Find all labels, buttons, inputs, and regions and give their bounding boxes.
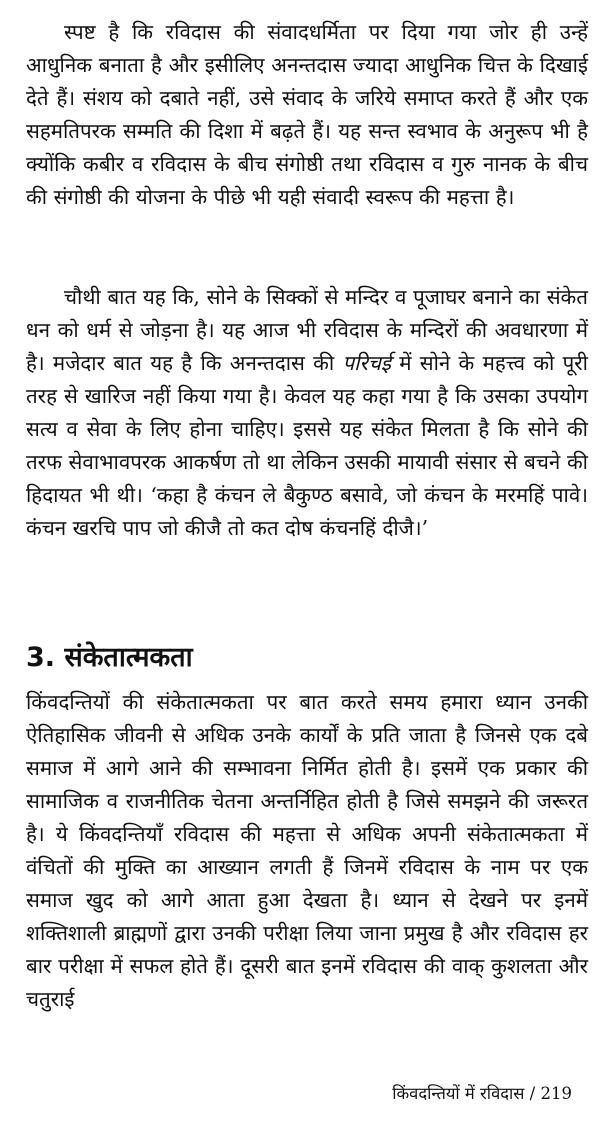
paragraph-text-after-italic: में सोने के महत्त्व को पूरी तरह से खारिज नहीं किया गया है। केवल यह कहा गया है कि उसका उपयोग सत्य व सेवा के लिए होना चाहिए। इससे यह संकेत मिलता है कि सोने की तरफ सेवाभावपरक आकर्षण तो था लेकिन उसकी मायावी संसार से बचने की हिदायत भी थी। ‘कहा है कंचन ले बैकुण्ठ बसावे, जो कंचन के मरमहिं पावे। कंचन खरचि पाप जो कीजै तो कत दोष कंचनहिं दीजै।’ xyxy=(26,351,588,540)
paragraph-sanvad-text: स्पष्ट है कि रविदास की संवादधर्मिता पर दिया गया जोर ही उन्हें आधुनिक बनाता है और इसीलिए अनन्तदास ज्यादा आधुनिक चित्त के दिखाई देते हैं। संशय को दबाते नहीं, उसे संवाद के जरिये समाप्त करते हैं और एक सहमतिपरक सम्मति की दिशा में बढ़ते हैं। यह सन्त स्वभाव के अनुरूप भी है क्योंकि कबीर व रविदास के बीच संगोष्ठी तथा रविदास व गुरु नानक के बीच की संगोष्ठी की योजना के पीछे भी यही संवादी स्वरूप की महत्ता है। xyxy=(26,20,588,209)
page-number: 219 xyxy=(540,1084,572,1103)
paragraph-sanvad xyxy=(26,16,588,280)
paragraph-sanketatmakta xyxy=(26,686,588,1046)
paragraph-sanketatmakta-text: किंवदन्तियों की संकेतात्मकता पर बात करते समय हमारा ध्यान उनकी ऐतिहासिक जीवनी से अधिक उनके कार्यों के प्रति जाता है जिनसे एक दबे समाज में आगे आने की सम्भावना निर्मित होती है। इसमें एक प्रकार की सामाजिक व राजनीतिक चेतना अन्तर्निहित होती है जिसे समझने की जरूरत है। ये किंवदन्तियाँ रविदास की महत्ता से अधिक अपनी संकेतात्मकता में वंचितों की मुक्ति का आख्यान लगती हैं जिनमें रविदास के नाम पर एक समाज खुद को आगे आता हुआ देखता है। ध्यान से देखने पर इनमें शक्तिशाली ब्राह्मणों द्वारा उनकी परीक्षा लिया जाना प्रमुख है और रविदास हर बार परीक्षा में सफल होते हैं। दूसरी बात इनमें रविदास की वाक् कुशलता और चतुराई xyxy=(26,690,588,1011)
section-heading: 3. संकेतात्मकता xyxy=(26,642,193,673)
paragraph-text-before-italic: चौथी बात यह कि, सोने के सिक्कों से मन्दिर व पूजाघर बनाने का संकेत धन को धर्म से जोड़ना है। यह आज भी रविदास के मन्दिरों की अवधारणा में है। मजेदार बात यह है कि अनन्तदास की xyxy=(26,285,588,375)
footer-separator: / xyxy=(524,1084,541,1103)
page-footer xyxy=(392,1082,572,1106)
paragraph-chauthi-baat xyxy=(26,281,588,611)
italic-work-title: परिचई xyxy=(342,351,391,375)
running-title: किंवदन्तियों में रविदास xyxy=(392,1084,525,1103)
